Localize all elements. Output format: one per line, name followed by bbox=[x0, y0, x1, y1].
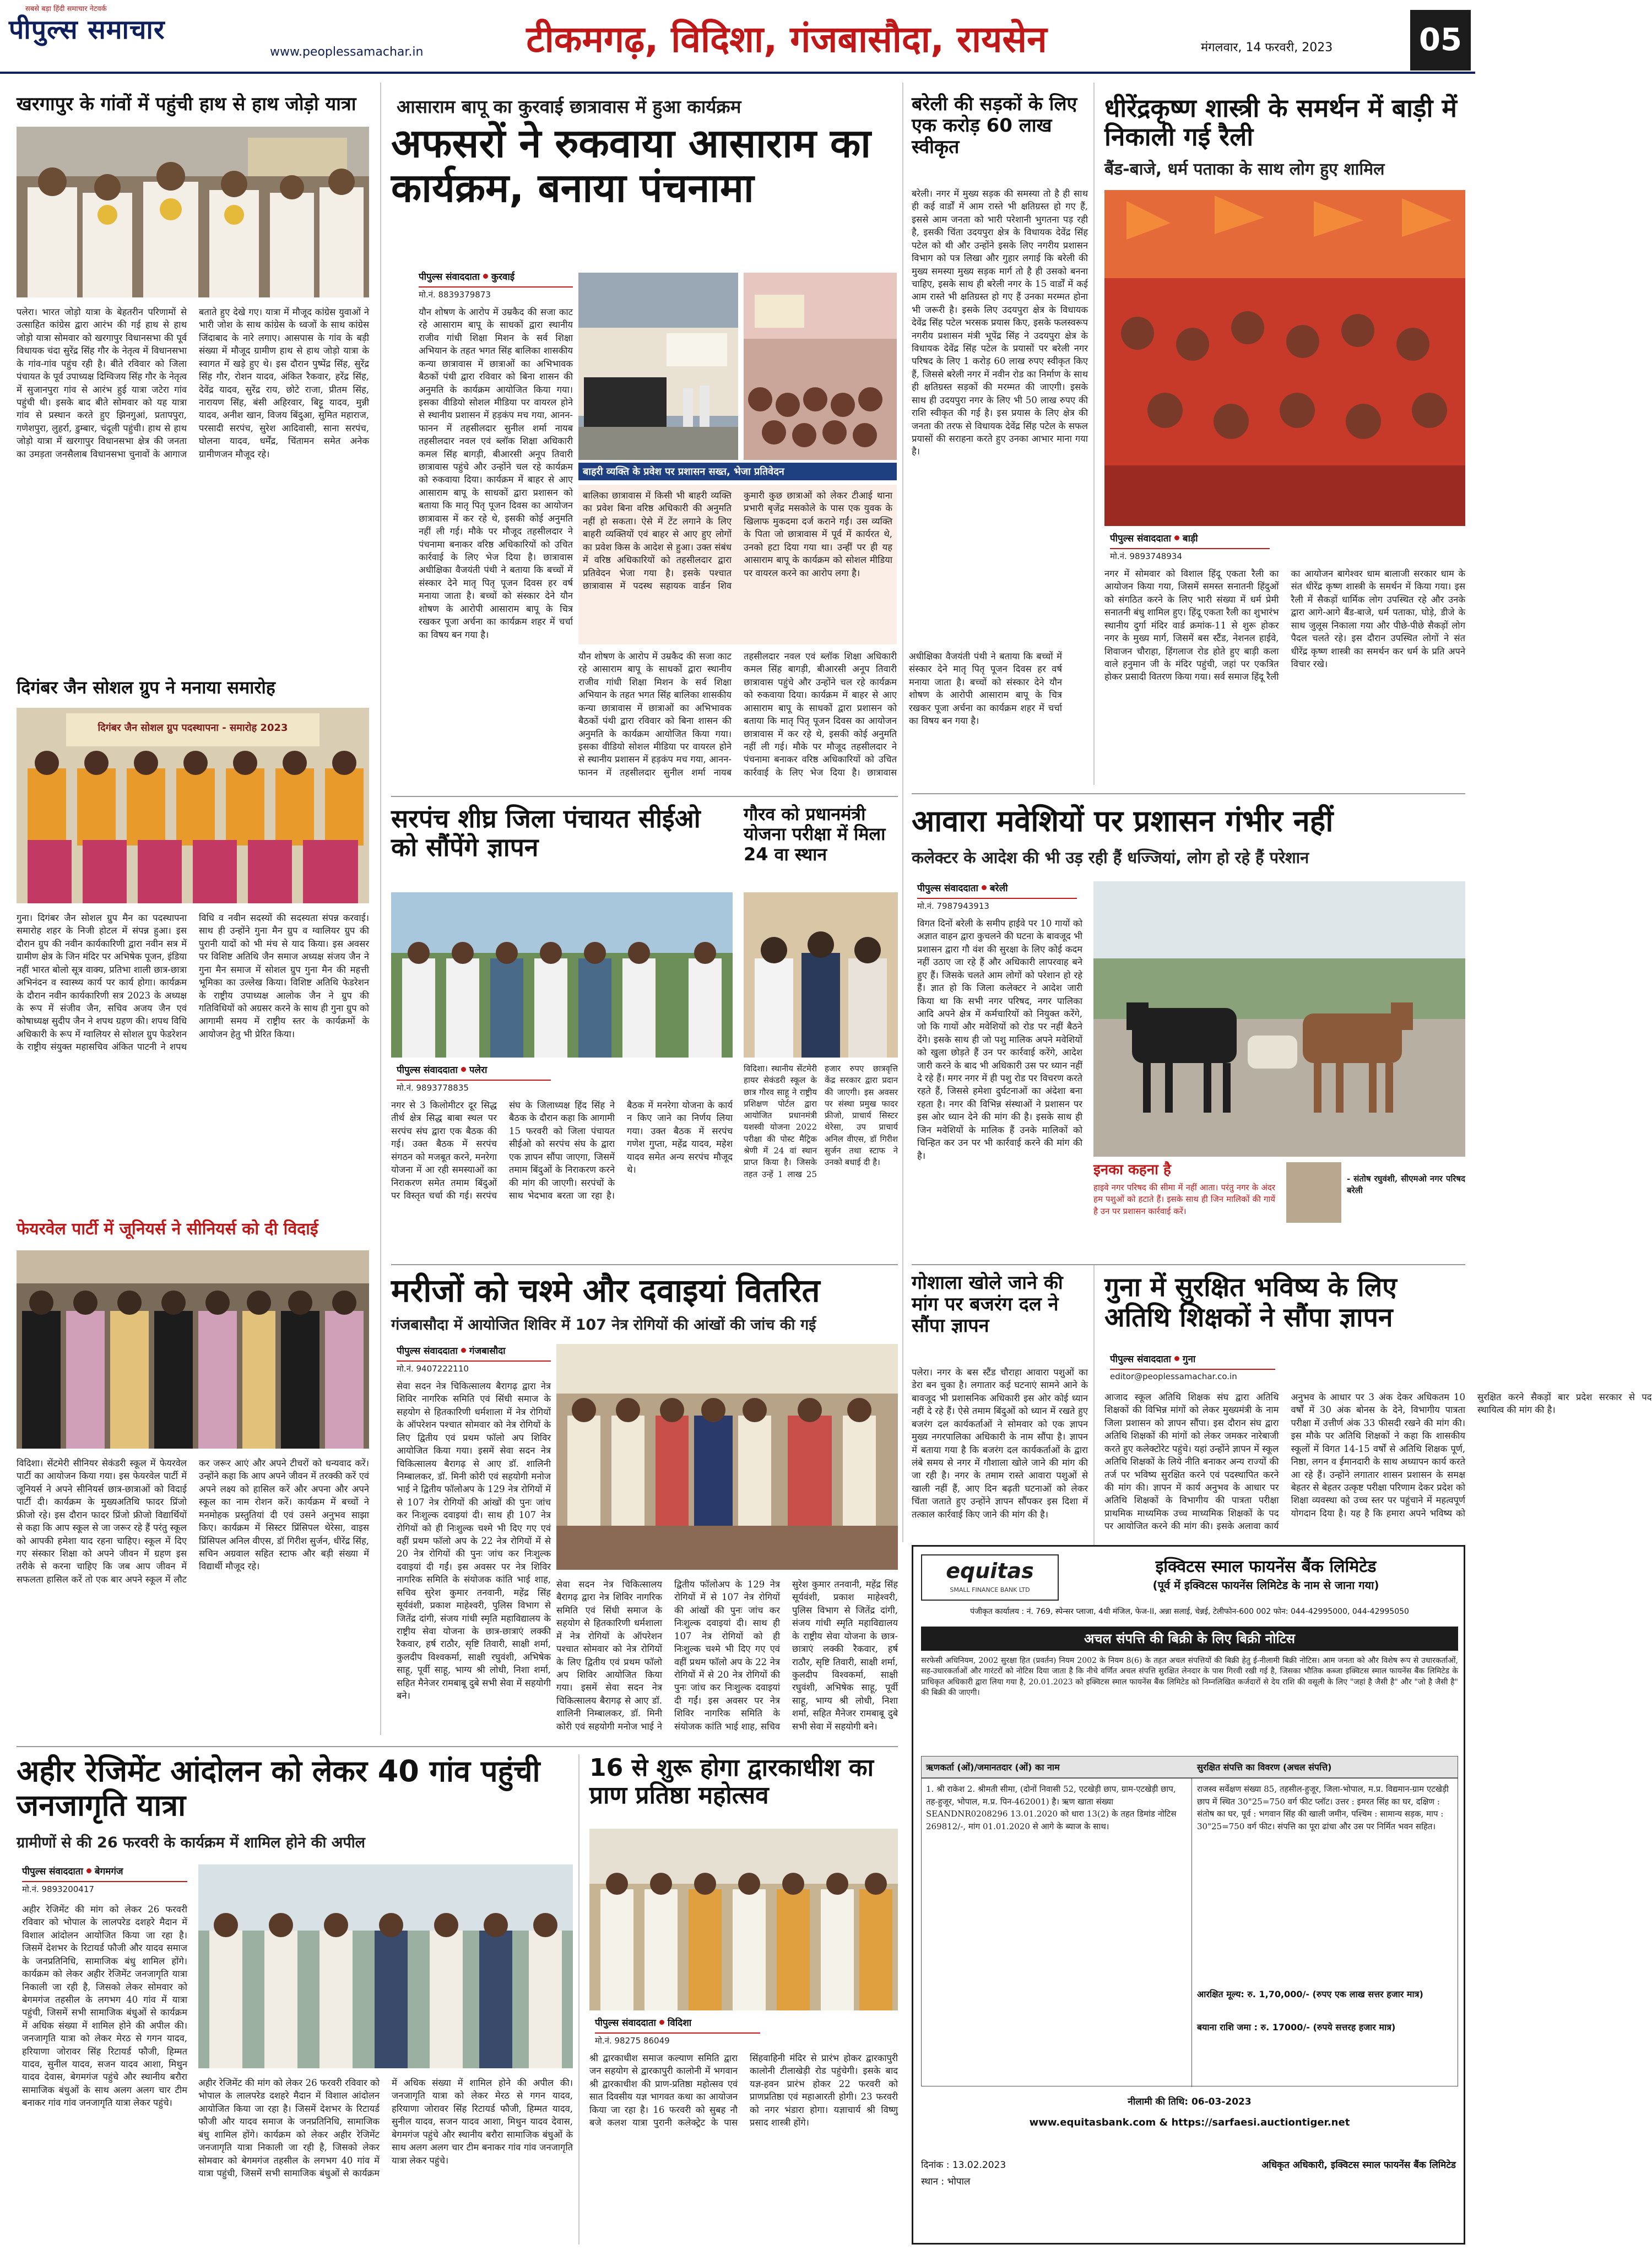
byline-place: कुरवाई bbox=[491, 272, 515, 283]
photo-placeholder-icon bbox=[1093, 881, 1465, 1157]
column-rule bbox=[578, 1754, 579, 2245]
byline-place: बाड़ी bbox=[1182, 533, 1198, 544]
cattle-mobile: मो.नं. 7987943913 bbox=[917, 898, 1077, 912]
ahir-body-cont: अहीर रेजिमेंट की मांग को लेकर 26 फरवरी रविवार को भोपाल के लालपरेड दशहरे मैदान में विशाल आंदोलन आयोजित किया जा रहा है। जिसमें देशभर के रिटायर्ड फौजी और यादव समाज के जनप्रतिनिधि, सामाजिक बंधु शामिल होंगे। कार्यक्रम को लेकर अहीर रेजिमेंट जनजागृति यात्रा निकाली जा रही है, जिसको लेकर सोमवार को बेगमगंज तहसील के लगभग 40 गांव में यात्रा पहुंची, जिसमें सभी सामाजिक बंधुओं से कार्यक्रम में अधिक संख्या में शामिल होने की अपील की। जनजागृति यात्रा को लेकर मेरठ से गगन यादव, हरियाणा जोरावर सिंह रिटायर्ड फौजी, हिम्मत यादव, सुनील यादव, सजन यादव आशा, मिथुन यादव देवास, बेगमगंज पहुंचे और स्थानीय बरौरा सामाजिक बंधुओं के साथ अलग अलग चार टीम बनाकर गांव गांव जनजागृति यात्रा लेकर पहुंचे। bbox=[198, 2078, 573, 2178]
page-number: 05 bbox=[1410, 10, 1471, 71]
column-rule bbox=[1093, 83, 1095, 785]
equitas-website[interactable]: www.equitasbank.com & https://sarfaesi.auctiontiger.net bbox=[1029, 2117, 1350, 2128]
byline-reporter: पीपुल्स संवाददाता bbox=[1110, 533, 1171, 544]
sarpanch-byline bbox=[397, 1063, 562, 1076]
gaushala-body: पलेरा। नगर के बस स्टैंड चौराहा आवारा पशुओं का डेरा बन चुका है। लगातार कई घटनाएं सामने आने के बावजूद भी प्रशासनिक अधिकारी इस ओर कोई ध्यान नहीं दे रहे हैं। ऐसे तमाम बिंदुओं को ध्यान में रखते हुए बजरंग दल कार्यकर्ताओं ने सोमवार को एक ज्ञापन मुख्य नगरपालिका अधिकारी के नाम सौंपा है। ज्ञापन में बताया गया है कि बजरंग दल कार्यकर्ताओं के द्वारा लंबे समय से नगर में गौशाला खोले जाने की मांग की जा रही है। नगर के तमाम रास्ते आवारा पशुओं से खाली नहीं हैं, आए दिन बढ़ती घटनाओं को लेकर चिंता जताते हुए उन्होंने ज्ञापन सौंपकर इस दिशा में तत्काल कार्रवाई किए जाने की मांग की है। bbox=[912, 1367, 1088, 1520]
equitas-place: स्थान : भोपाल bbox=[921, 2176, 971, 2187]
photo-placeholder-icon bbox=[391, 892, 733, 1058]
equitas-dated: दिनांक : 13.02.2023 bbox=[921, 2160, 1006, 2171]
story-divider bbox=[17, 1746, 898, 1747]
photo-placeholder-icon bbox=[17, 1250, 369, 1449]
equitas-reserve: आरक्षित मूल्य: रु. 1,70,000/- (रुपए एक लाख सत्तर हजार मात्र) bbox=[1197, 1989, 1423, 1999]
byline-reporter: पीपुल्स संवाददाता bbox=[397, 1346, 458, 1357]
cattle-quote-title: इनका कहना है bbox=[1093, 1162, 1171, 1178]
gaurav-photo bbox=[744, 892, 898, 1058]
equitas-table-divider bbox=[1191, 1779, 1192, 2087]
asaram-headline: अफसरों ने रुकवाया आसाराम का कार्यक्रम, बनाया पंचनामा bbox=[391, 120, 871, 211]
reporter-dot-icon bbox=[86, 1868, 91, 1873]
photo-placeholder-icon bbox=[556, 1344, 898, 1570]
byline-reporter: पीपुल्स संवाददाता bbox=[22, 1866, 83, 1877]
cattle-quote-by: - संतोष रघुवंशी, सीएमओ नगर परिषद बरेली bbox=[1347, 1174, 1465, 1196]
masthead-url[interactable]: www.peoplessamachar.in bbox=[270, 45, 424, 59]
bareli-body: बरेली। नगर में मुख्य सड़क की समस्या तो है ही साथ ही कई वार्डों में आम रास्ते भी क्षतिग्रस्त हो गए हैं, इससे आम जनता को भारी परेशानी भुगतना पड़ रही है, इसकी चिंता उदयपुरा क्षेत्र के विधायक देवेंद्र सिंह पटेल को थी और उन्होंने इसके लिए नगरीय प्रशासन विभाग को पत्र लिखा और गुहार लगाई कि बरेली की मुख्य समस्या मुख्य सड़क मार्ग तो है ही उसको बनना चाहिए, इसके साथ ही बरेली नगर के 15 वार्डों में कई आम रास्ते भी क्षतिग्रस्त हो गए हैं उनका मरम्मत होना भी जरूरी है। इसके लिए उदयपुरा क्षेत्र के विधायक देवेंद्र सिंह पटेल भरसक प्रयास किए, इसके फलस्वरूप नगरीय प्रशासन मंत्री भूपेंद्र सिंह ने उदयपुरा क्षेत्र के विधायक देवेंद्र सिंह पटेल के प्रयासों पर बरेली नगर परिषद के लिए 1 करोड़ 60 लाख रुपए स्वीकृत किए हैं, जिससे बरेली नगर में नवीन रोड का निर्माण के साथ ही क्षतिग्रस्त सड़कों की मरम्मत की जाएगी। इसके साथ ही उदयपुरा नगर के लिए भी 50 लाख रुपए की राशि स्वीकृत की गई है। इस प्रयास के लिए क्षेत्र की जनता की तरफ से विधायक देवेंद्र सिंह पटेल के सफल प्रयासों की सराहना करते हुए उनका आभार माना गया है। bbox=[912, 188, 1088, 457]
photo-placeholder-icon bbox=[589, 1829, 898, 2010]
cattle-photo bbox=[1093, 881, 1465, 1157]
equitas-sign: अधिकृत अधिकारी, इक्विटस स्माल फायनेंस बैंक लिमिटेड bbox=[1261, 2160, 1456, 2171]
teachers-mobile[interactable]: editor@peoplessamachar.co.in bbox=[1110, 1369, 1275, 1381]
eyecamp-byline bbox=[397, 1344, 562, 1357]
reporter-dot-icon bbox=[483, 274, 488, 279]
ahir-headline: अहीर रेजिमेंट आंदोलन को लेकर 40 गांव पहुंची जनजागृति यात्रा bbox=[17, 1754, 540, 1823]
dwarka-photo bbox=[589, 1829, 898, 2010]
sarpanch-body: नगर से 3 किलोमीटर दूर सिद्ध तीर्थ क्षेत्र सिद्ध बाबा स्थल पर सरपंच संघ द्वारा एक बैठक की गई। उक्त बैठक में सरपंच संगठन को मजबूत करने, मनरेगा योजना में आ रही समस्याओं का निराकरण समेत तमाम बिंदुओं पर विस्तृत चर्चा की गई। सरपंच संघ के जिलाध्यक्ष हिंद सिंह ने बैठक के दौरान कहा कि आगामी 15 फरवरी को जिला पंचायत सीईओ को सरपंच संघ के द्वारा एक ज्ञापन सौंपा जाएगा, जिसमें तमाम बिंदुओं के निराकरण करने की मांग की जाएगी। सरपंचों के साथ भेदभाव बरता जा रहा है। बैठक में मनरेगा योजना के कार्य न किए जाने का निर्णय लिया गया। उक्त बैठक में सरपंच गणेश गुप्ता, महेंद्र यादव, महेश यादव समेत अन्य सरपंच मौजूद थे। bbox=[391, 1100, 733, 1201]
asaram-photo-event bbox=[744, 273, 897, 460]
equitas-property: राजस्व सर्वेक्षण संख्या 85, तहसील-हुजूर, जिला-भोपाल, म.प्र. विद्यमान-ग्राम एटखेड़ी छाप में स्थित 30"25=750 वर्ग फीट प्लॉट। उत्तर : इमरत सिंह का घर, दक्षिण : संतोष का घर, पूर्व : भगवान सिंह की खाली जमीन, पश्चिम : सामान्य सड़क, माप : 30"25=750 वर्ग फीट। संपत्ति का पूरा ढांचा और उस पर निर्मित भवन सहित। bbox=[1197, 1784, 1449, 1831]
equitas-col-borrower: ऋणकर्ता (ओं)/जमानतदार (ओं) का नाम bbox=[926, 1762, 1060, 1772]
masthead-brand bbox=[0, 0, 424, 72]
byline-reporter: पीपुल्स संवाददाता bbox=[917, 883, 978, 894]
photo-placeholder-icon bbox=[744, 273, 897, 460]
dhirendra-photo bbox=[1104, 190, 1465, 526]
story-divider bbox=[912, 793, 1465, 794]
jain-headline: दिगंबर जैन सोशल ग्रुप ने मनाया समारोह bbox=[17, 677, 275, 698]
cattle-deck: कलेक्टर के आदेश की भी उड़ रही हैं धज्जियां, लोग हो रहे हैं परेशान bbox=[912, 848, 1309, 867]
asaram-byline bbox=[419, 270, 584, 283]
ahir-body-col1: अहीर रेजिमेंट की मांग को लेकर 26 फरवरी रविवार को भोपाल के लालपरेड दशहरे मैदान में विशाल आंदोलन आयोजित किया जा रहा है। जिसमें देशभर के रिटायर्ड फौजी और यादव समाज के जनप्रतिनिधि, सामाजिक बंधु शामिल होंगे। कार्यक्रम को लेकर अहीर रेजिमेंट जनजागृति यात्रा निकाली जा रही है, जिसको लेकर सोमवार को बेगमगंज तहसील के लगभग 40 गांव में यात्रा पहुंची, जिसमें सभी सामाजिक बंधुओं से कार्यक्रम में अधिक संख्या में शामिल होने की अपील की। जनजागृति यात्रा को लेकर मेरठ से गगन यादव, हरियाणा जोरावर सिंह रिटायर्ड फौजी, हिम्मत यादव, सुनील यादव, सजन यादव आशा, मिथुन यादव देवास, बेगमगंज पहुंचे और स्थानीय बरौरा सामाजिक बंधुओं के साथ अलग अलग चार टीम बनाकर गांव गांव जनजागृति यात्रा लेकर पहुंचे। bbox=[22, 1904, 187, 2108]
equitas-ad bbox=[912, 1545, 1465, 2245]
gaurav-headline: गौरव को प्रधानमंत्री योजना परीक्षा में मिला 24 वा स्थान bbox=[744, 804, 886, 865]
byline-reporter: पीपुल्स संवाददाता bbox=[595, 2018, 656, 2029]
dhirendra-deck: बैंड-बाजे, धर्म पताका के साथ लोग हुए शामिल bbox=[1104, 160, 1385, 179]
dhirendra-byline bbox=[1110, 532, 1275, 544]
dwarka-headline: 16 से शुरू होगा द्वारकाधीश का प्राण प्रतिष्ठा महोत्सव bbox=[589, 1754, 874, 1810]
equitas-borrower: 1. श्री राकेश 2. श्रीमती सीमा, (दोनों निवासी 52, एटखेड़ी छाप, ग्राम-एटखेड़ी छाप, तह-हुजूर, भोपाल, म.प्र. पिन-462001) है। ऋण खाता संख्या SEANDNR0208296 13.01.2020 को धारा 13(2) के तहत डिमांड नोटिस 269812/-, मांग 01.01.2020 से आगे के ब्याज के साथ। bbox=[926, 1784, 1177, 1831]
reporter-dot-icon bbox=[461, 1348, 466, 1353]
asaram-body-cont: यौन शोषण के आरोप में उम्रकैद की सजा काट रहे आसाराम बापू के साधकों द्वारा स्थानीय राजीव गांधी शिक्षा मिशन के सर्व शिक्षा अभियान के तहत भगत सिंह बालिका शासकीय कन्या छात्रावास में छात्राओं का अभिभावक बैठकों पंथी द्वारा रविवार को बिना शासन की अनुमति के कार्यक्रम आयोजित किया गया। इसका वीडियो सोशल मीडिया पर वायरल होने से स्थानीय प्रशासन में हड़कंप मच गया, आनन-फानन में तहसीलदार सुनील शर्मा नायब तहसीलदार नवल एवं ब्लॉक शिक्षा अधिकारी कमल सिंह बागड़ी, बीआरसी अनूप तिवारी छात्रावास पहुंचे और उन्होंने चल रहे कार्यक्रम को रुकवाया दिया। कार्यक्रम में बाहर से आए आसाराम बापू के साधकों द्वारा प्रशासन को बताया कि मातृ पितृ पूजन दिवस का आयोजन छात्रावास में कर रहे थे, इसकी कोई अनुमति नहीं ली गई। मौके पर मौजूद तहसीलदार ने पंचनामा बनाकर वरिष्ठ अधिकारियों को उचित कार्रवाई के लिए भेज दिया है। छात्रावास अधीक्षिका वैजयंती पंथी ने बताया कि बच्चों में संस्कार देने मातृ पितृ पूजन दिवस हर वर्ष मनाया जाता है। बच्चों को संस्कार देने यौन शोषण के आरोपी आसाराम बापू के चित्र रखकर पूजा अर्चना का कार्यक्रम शहर में चर्चा का विषय बन गया है। bbox=[578, 651, 1062, 778]
photo-placeholder-icon bbox=[1104, 190, 1465, 526]
cattle-quote-portrait bbox=[1286, 1162, 1341, 1223]
photo-placeholder-icon bbox=[578, 273, 738, 460]
equitas-logo-sub: SMALL FINANCE BANK LTD bbox=[950, 1586, 1030, 1593]
reporter-dot-icon bbox=[461, 1067, 466, 1072]
masthead-logo: पीपुल्स समाचार bbox=[9, 14, 165, 45]
farewell-body: विदिशा। सेंटमेरी सीनियर सेकंडरी स्कूल में फेयरवेल पार्टी का आयोजन किया गया। इस फेयरवेल पार्टी में जूनियर्स ने अपने सीनियर्स छात्र-छात्राओं को विदाई पार्टी दी। कार्यक्रम के मुख्यअतिथि फादर प्रिंजो फ्रीजो रहे। इस दौरान फादर प्रिंजो फ्रीजो विद्यार्थियों से कहा कि आप स्कूल से जा जरूर रहे हैं परंतु स्कूल को आपकी हमेशा याद रहना चाहिए। स्कूल में दिए गए संस्कार शिक्षा को अपने जीवन में ग्रहण इस तरीके से करना चाहिए कि जब आप जीवन में सफलता हासिल करें तो एक बार अपने स्कूल में लौट कर जरूर आएं और अपने टीचरों को धन्यवाद करें। उन्होंने कहा कि आप अपने जीवन में तरक्की करें एवं अपने लक्ष्य को हासिल करें और अपना और अपने स्कूल का नाम रोशन करें। कार्यक्रम में बच्चों ने मनमोहक प्रस्तुतियां दी एवं उसने अनुभव साझा किए। कार्यक्रम में सिस्टर प्रिंसिपल थेरेसा, वाइस प्रिंसिपल अनिल वीएस, डॉ गिरीश सुर्जन, धीरेंद्र सिंह, सचिन अग्रवाल सहित स्टाफ और बड़ी संख्या में विद्यार्थी मौजूद रहे। bbox=[17, 1458, 369, 1585]
byline-place: बरेली bbox=[989, 883, 1008, 894]
cattle-quote-text: हाइवे नगर परिषद की सीमा में नहीं आता। परंतु नगर के अंदर हम पशुओं को हटाते हैं। इसके साथ ही जिन मालिकों की गायें है उन पर प्रशासन कार्रवाई करें। bbox=[1093, 1183, 1275, 1216]
eyecamp-deck: गंजबासौदा में आयोजित शिविर में 107 नेत्र रोगियों की आंखों की जांच की गई bbox=[391, 1316, 816, 1334]
equitas-logo-text: equitas bbox=[946, 1559, 1034, 1583]
dwarka-mobile: मो.नं. 98275 86049 bbox=[595, 2032, 760, 2046]
teachers-byline bbox=[1110, 1352, 1275, 1365]
cattle-quote-box bbox=[1093, 1162, 1465, 1259]
ahir-byline bbox=[22, 1864, 187, 1877]
byline-place: पलेरा bbox=[469, 1065, 488, 1076]
ahir-mobile: मो.नं. 9893200417 bbox=[22, 1881, 187, 1895]
eyecamp-mobile: मो.नं. 9407222110 bbox=[397, 1360, 551, 1374]
kharagpur-body: पलेरा। भारत जोड़ो यात्रा के बेहतरीन परिणामों से उत्साहित कांग्रेस द्वारा आरंभ की गई हाथ से हाथ जोड़ो यात्रा सोमवार को खरगापुर विधानसभा की पूर्व विधायक चंदा सुरेंद्र सिंह गौर के नेतृत्व में विधानसभा के गांव-गांव पहुंच रही है। बीते रविवार को जिला पंचायत के पूर्व उपाध्यक्ष दिग्विजय सिंह गौर के नेतृत्व में सुजानपुरा गांव से आरंभ हुई यात्रा जटेरा गांव पहुंची थी। इसके बाद बीते सोमवार को यह यात्रा गांव से प्रस्थान करते हुए झिनगुआं, प्रतापपुरा, गणेशपुरा, लुहर्रा, डुम्बार, चंदूली पहुंची। हाथ से हाथ जोड़ो यात्रा में खरगापुर विधानसभा क्षेत्र की जनता का उमड़ता जनसैलाब विधानसभा चुनावों के आगाज बताते हुए देखे गए। यात्रा में मौजूद कांग्रेस युवाओं ने भारी जोश के साथ कांग्रेस के ध्वजों के साथ कांग्रेस जिंदाबाद के नारे लगाए। आसपास के गांव के बड़ी संख्या में मौजूद ग्रामीण हाथ से हाथ जोड़ो यात्रा के स्वागत में खड़े हुए थे। इस दौरान पुष्पेंद्र सिंह, सुरेंद्र सिंह गौर, रोशन यादव, अंकित रैकवार, हरेंद्र सिंह, देवेंद्र यादव, सुरेंद्र राय, छोटे राजा, प्रीतम सिंह, नारायण सिंह, बंसी अहिरवार, बिट्टू यादव, मुन्नी यादव, अनीश खान, विजय बिंदुआ, सुमित महाराज, परसादी सरपंच, सुरेश आदिवासी, साना सरपंच, घोलना यादव, धर्मेंद्र, चिंतामन समेत अनेक ग्रामीणजन मौजूद रहे। bbox=[17, 307, 369, 459]
ahir-photo bbox=[198, 1864, 573, 2068]
byline-reporter: पीपुल्स संवाददाता bbox=[419, 272, 480, 283]
byline-place: विदिशा bbox=[667, 2018, 692, 2029]
asaram-body-col1: यौन शोषण के आरोप में उम्रकैद की सजा काट रहे आसाराम बापू के साधकों द्वारा स्थानीय राजीव गांधी शिक्षा मिशन के सर्व शिक्षा अभियान के तहत भगत सिंह बालिका शासकीय कन्या छात्रावास में छात्राओं का अभिभावक बैठकों पंथी द्वारा रविवार को बिना शासन की अनुमति के कार्यक्रम आयोजित किया गया। इसका वीडियो सोशल मीडिया पर वायरल होने से स्थानीय प्रशासन में हड़कंप मच गया, आनन-फानन में तहसीलदार सुनील शर्मा नायब तहसीलदार नवल एवं ब्लॉक शिक्षा अधिकारी कमल सिंह बागड़ी, बीआरसी अनूप तिवारी छात्रावास पहुंचे और उन्होंने चल रहे कार्यक्रम को रुकवाया दिया। कार्यक्रम में बाहर से आए आसाराम बापू के साधकों द्वारा प्रशासन को बताया कि मातृ पितृ पूजन दिवस का आयोजन छात्रावास में कर रहे थे, इसकी कोई अनुमति नहीं ली गई। मौके पर मौजूद तहसीलदार ने पंचनामा बनाकर वरिष्ठ अधिकारियों को उचित कार्रवाई के लिए भेज दिया है। छात्रावास अधीक्षिका वैजयंती पंथी ने बताया कि बच्चों में संस्कार देने मातृ पितृ पूजन दिवस हर वर्ष मनाया जाता है। बच्चों को संस्कार देने यौन शोषण के आरोपी आसाराम बापू के चित्र रखकर पूजा अर्चना का कार्यक्रम शहर में चर्चा का विषय बन गया है। bbox=[419, 307, 573, 640]
equitas-table-header bbox=[921, 1756, 1458, 1778]
bareli-headline: बरेली की सड़कों के लिए एक करोड़ 60 लाख स्वीकृत bbox=[912, 93, 1077, 158]
asaram-photo-hostel bbox=[578, 273, 738, 460]
teachers-body: आजाद स्कूल अतिथि शिक्षक संघ द्वारा अतिथि शिक्षकों की विभिन्न मांगों को लेकर मुख्यमंत्री के नाम जिला प्रशासन को ज्ञापन सौंपा। इस दौरान संघ द्वारा अतिथि शिक्षकों की मांगों को लेकर जमकर नारेबाजी करते हुए कलेक्टोरेट पहुंचे। यहां उन्होंने ज्ञापन में स्कूल अतिथि शिक्षकों के लिये नीति बनाकर अन्य राज्यों की तर्ज पर भविष्य सुरक्षित करने एवं पदस्थापित करने की मांग की। ज्ञापन में कार्य अनुभव के आधार पर अतिथि शिक्षकों के विभागीय की पात्रता परीक्षा प्राथमिक माध्यमिक उच्च माध्यमिक शिक्षकों के पद पर आयोजित करने की मांग की। इसके अलावा कार्य अनुभव के आधार पर 3 अंक देकर अधिकतम 10 वर्षों में 30 अंक बोनस के देने, विभागीय पात्रता परीक्षा में उत्तीर्ण अंक 33 फीसदी रखने की मांग की। इस मौके पर अतिथि शिक्षकों ने कहा कि शासकीय स्कूलों में विगत 14-15 वर्षों से अतिथि शिक्षक पूर्ण, निष्ठा, लगन व ईमानदारी के साथ अध्यापन कार्य करते आ रहे हैं। उन्होंने लगातार शासन प्रशासन के समक्ष बेहतर से बेहतर उत्कृष्ट परीक्षा परिणाम देकर प्रदेश को शिक्षा व्यवस्था को उच्च स्तर पर पहुंचाने में महत्वपूर्ण योगदान दिया है। यह है कि हमारा अपने भविष्य को सुरक्षित करने सैकड़ों बार प्रदेश सरकार से पद स्थायित्व की मांग की है। bbox=[1104, 1392, 1652, 1532]
equitas-logo bbox=[921, 1554, 1059, 1601]
cattle-headline: आवारा मवेशियों पर प्रशासन गंभीर नहीं bbox=[912, 804, 1334, 838]
photo-placeholder-icon bbox=[17, 127, 369, 297]
cattle-byline bbox=[917, 881, 1082, 894]
eyecamp-headline: मरीजों को चश्मे और दवाइयां वितरित bbox=[391, 1272, 820, 1309]
byline-place: बेगमगंज bbox=[94, 1866, 123, 1877]
dhirendra-mobile: मो.नं. 9893748934 bbox=[1110, 548, 1270, 562]
kharagpur-photo bbox=[17, 127, 369, 297]
dhirendra-headline: धीरेंद्रकृष्ण शास्त्री के समर्थन में बाड़ी में निकाली गई रैली bbox=[1104, 93, 1457, 152]
reporter-dot-icon bbox=[1174, 1356, 1179, 1361]
story-divider bbox=[391, 796, 898, 797]
jain-photo bbox=[17, 708, 369, 903]
photo-placeholder-icon bbox=[17, 708, 369, 903]
byline-reporter: पीपुल्स संवाददाता bbox=[1110, 1354, 1171, 1365]
asaram-caption: बाहरी व्यक्ति के प्रवेश पर प्रशासन सख्त, भेजा प्रतिवेदन bbox=[578, 463, 897, 480]
dwarka-body: श्री द्वारकाधीश समाज कल्याण समिति द्वारा जन सहयोग से द्वारकापुरी कालोनी में भगवान श्री द्वारकाधीश की प्राण-प्रतिष्ठा महोत्सव एवं सात दिवसीय यज्ञ भागवत कथा का आयोजन किया जा रहा है। 16 फरवरी को सुबह नौ बजे कलश यात्रा पुरानी कलेक्ट्रेट के पास सिंहवाहिनी मंदिर से प्रारंभ होकर द्वारकापुरी कालोनी टीलाखेड़ी रोड पहुंचेगी। इसके बाद यज्ञ-हवन प्रारंभ होकर 22 फरवरी को प्राणप्रतिष्ठा एवं महाआरती होगी। 23 फरवरी को नगर भंडारा होगा। यज्ञाचार्य श्री विष्णु प्रसाद शास्त्री होंगे। bbox=[589, 2053, 898, 2128]
asaram-mobile: मो.नं. 8839379873 bbox=[419, 286, 573, 300]
equitas-notice-title: अचल संपत्ति की बिक्री के लिए बिक्री नोटिस bbox=[921, 1627, 1458, 1651]
photo-placeholder-icon bbox=[744, 892, 898, 1058]
asaram-sidebox: बालिका छात्रावास में किसी भी बाहरी व्यक्ति का प्रवेश बिना वरिष्ठ अधिकारी की अनुमति नहीं हो सकता। ऐसे में टेंट लगाने के लिए बाहरी व्यक्तियों एवं बाहर से आए हुए लोगों का प्रवेश किस के आदेश से हुआ। उक्त संबंध में वरिष्ठ अधिकारियों को तहसीलदार द्वारा प्रतिवेदन भेजा गया है। इसके पश्चात छात्रावास में पदस्थ सहायक वार्डन शिव कुमारी कुछ छात्राओं को लेकर टीआई थाना प्रभारी बृजेंद्र मसकोले के पास एक युवक के खिलाफ मुकदमा दर्ज कराने गईं। उस व्यक्ति के पिता जो छात्रावास में पूर्व में कार्यरत थे, उनको हटा दिया गया था। उन्हीं पर ही यह आसाराम बापू के कार्यक्रम को सोशल मीडिया पर वायरल करने का आरोप लगा है। bbox=[578, 485, 897, 644]
section-banner bbox=[409, 13, 1164, 66]
dhirendra-body: नगर में सोमवार को विशाल हिंदू एकता रैली का आयोजन किया गया, जिसमें समस्त सनातनी हिंदुओं को संगठित करने के लिए भारी संख्या में धर्म प्रेमी सनातनी बंधु शामिल हुए। हिंदू एकता रैली का शुभारंभ स्थानीय दुर्गा मंदिर वार्ड क्रमांक-11 से शुरू होकर नगर के मुख्य मार्ग, जिसमें बस स्टैंड, नेशनल हाईवे, शिवाजन चौराहा, हिंगलाज रोड होते हुए बाड़ी कला वाले हनुमान जी के मंदिर पहुंची, जहां पर एकत्रित होकर प्रसादी वितरण किया गया। सर्व समाज हिंदू रैली का आयोजन बागेश्वर धाम बालाजी सरकार धाम के संत धीरेंद्र कृष्ण शास्त्री के समर्थन में किया गया। इस रैली में सैकड़ों धार्मिक लोग उपस्थित रहे और उनके द्वारा आगे-आगे बैंड-बाजे, धर्म पताका, घोड़े, डीजे के साथ जुलूस निकाला गया और पीछे-पीछे सैकड़ों लोग पैदल चलते रहे। इस दौरान उपस्थित लोगों ने संत धीरेंद्र कृष्ण शास्त्री का समर्थन कर धर्म के प्रति अपने विचार रखे। bbox=[1104, 568, 1465, 682]
sarpanch-headline: सरपंच शीघ्र जिला पंचायत सीईओ को सौंपेंगे ज्ञापन bbox=[391, 804, 701, 863]
masthead-rule bbox=[0, 72, 1475, 74]
issue-date: मंगलवार, 14 फरवरी, 2023 bbox=[1201, 41, 1333, 55]
column-rule bbox=[902, 83, 903, 1542]
kharagpur-headline: खरगापुर के गांवों में पहुंची हाथ से हाथ जोड़ो यात्रा bbox=[17, 93, 356, 115]
reporter-dot-icon bbox=[659, 2020, 664, 2025]
equitas-col-property: सुरक्षित संपत्ति का विवरण (अचल संपत्ति) bbox=[1197, 1762, 1332, 1772]
reporter-dot-icon bbox=[1174, 535, 1179, 540]
gaushala-headline: गोशाला खोले जाने की मांग पर बजरंग दल ने सौंपा ज्ञापन bbox=[912, 1272, 1063, 1337]
equitas-table-row bbox=[921, 1778, 1458, 2086]
dwarka-byline bbox=[595, 2016, 760, 2029]
sarpanch-mobile: मो.नं. 9893778835 bbox=[397, 1080, 551, 1093]
byline-place: गुना bbox=[1182, 1354, 1196, 1365]
section-title: टीकमगढ़, विदिशा, गंजबासौदा, रायसेन bbox=[526, 18, 1047, 61]
reporter-dot-icon bbox=[982, 885, 987, 890]
equitas-notice-text: सरफेसी अधिनियम, 2002 सुरक्षा हित (प्रवर्तन) नियम 2002 के नियम 8(6) के तहत अचल संपत्तियों की बिक्री हेतु ई-नीलामी बिक्री नोटिस। आम जनता को और विशेष रूप से उधारकर्ताओं, सह-उधारकर्ताओं और गारंटरों को नोटिस दिया जाता है कि नीचे वर्णित अचल संपत्ति सुरक्षित लेनदार के पास गिरवी रखी गई है, जिसका भौतिक कब्जा इक्विटस स्माल फायनेंस बैंक लिमिटेड के प्राधिकृत अधिकारी द्वारा लिया गया है, 20.01.2023 को इक्विटस स्माल फायनेंस बैंक लिमिटेड को निम्नलिखित कर्जदारों से देय राशि की वसूली के लिए "जहां है जैसी है" और "जो है जैसी है" की बिक्री की जाएगी। bbox=[921, 1656, 1458, 1697]
eyecamp-body-cont: सेवा सदन नेत्र चिकित्सालय बैरागढ़ द्वारा नेत्र शिविर नागरिक समिति एवं सिंधी समाज के सहयोग से हितकारिणी धर्मशाला में नेत्र रोगियों के ऑपरेशन पश्चात सोमवार को नेत्र रोगियों के लिए द्वितीय एवं प्रथम फाॅलो अप शिविर आयोजित किया गया। इसमें सेवा सदन नेत्र चिकित्सालय बैरागढ़ से आए डॉ. शालिनी निम्बालकर, डॉ. मिनी कोरी एवं सहयोगी मनोज भाई ने द्वितीय फॉलोअप के 129 नेत्र रोगियों में से 107 नेत्र रोगियों की आंखों की पुनः जांच कर निःशुल्क दवाइयां दी। साथ ही 107 नेत्र रोगियों को ही निःशुल्क चश्मे भी दिए गए एवं वहीं प्रथम फाॅलो अप के 22 नेत्र रोगियों में से 20 नेत्र रोगियों की पुनः जांच कर निःशुल्क दवाइयां दी गईं। इस अवसर पर नेत्र शिविर नागरिक समिति के संयोजक कांति भाई शाह, सचिव सुरेश कुमार तनवानी, महेंद्र सिंह सूर्यवंशी, प्रकाश माहेश्वरी, पुलिस विभाग से जितेंद्र दांगी, संजय गांधी स्मृति महाविद्यालय के राष्ट्रीय सेवा योजना के छात्र-छात्राएं लक्की रैकवार, हर्ष राठौर, सृष्टि तिवारी, साक्षी शर्मा, कुलदीप विश्वकर्मा, साक्षी रघुवंशी, अभिषेक साहू, पूर्वी साहू, भाग्य श्री लोधी, निशा शर्मा, सहित मैनेजर रामबाबू दुबे सभी सेवा में सहयोगी बने। bbox=[556, 1579, 898, 1732]
equitas-emd: बयाना राशि जमा : रु. 17000/- (रुपये सत्तरह हजार मात्र) bbox=[1197, 2022, 1396, 2032]
equitas-auction-date: नीलामी की तिथि: 06-03-2023 bbox=[1128, 2096, 1252, 2107]
farewell-headline: फेयरवेल पार्टी में जूनियर्स ने सीनियर्स को दी विदाई bbox=[17, 1219, 318, 1239]
jain-body: गुना। दिगंबर जैन सोशल ग्रुप मैन का पदस्थापना समारोह शहर के निजी होटल में संपन्न हुआ। इस दौरान ग्रुप की नवीन कार्यकारिणी द्वारा नवीन सत्र में ग्रामीण क्षेत्र के जिन मंदिर पर अभिषेक पूजन, इंडिया नहीं भारत बोलो सूत्र वाक्य, प्रतिभा शाली छात्र-छात्रा अभिनंदन व स्वास्थ्य कार्य पर कार्य होगा। कार्यक्रम के दौरान नवीन कार्यकारिणी सत्र 2023 के अध्यक्ष के रूप में संजीव जैन, सचिव अजय जैन एवं कोषाध्यक्ष सुदीप जैन ने शपथ ग्रहण की। शपथ विधि अधिकारी के रूप में ग्वालियर से सोशल ग्रुप फेडरेशन के राष्ट्रीय संयुक्त महासचिव अंकित पाटनी ने शपथ विधि व नवीन सदस्यों की सदस्यता संपन्न करवाई। साथ ही उन्होंने गुना मैन ग्रुप व ग्वालियर ग्रुप की पुरानी यादों को भी मंच से याद किया। इस अवसर पर विशिष्ट अतिथि जैन समाज अध्यक्ष संजय जैन ने गुना मैन समाज में सोशल ग्रुप गुना मैन की महत्ती भूमिका का उल्लेख किया। विशिष्ट अतिथि फेडरेशन के राष्ट्रीय उपाध्यक्ष आलोक जैन ने ग्रुप की गतिविधियों को अग्रसर करने के साथ ही गुना ग्रुप को आगामी समय में राष्ट्रीय स्तर के कार्यक्रमों के आयोजन हेतु भी प्रेरित किया। bbox=[17, 913, 369, 1053]
byline-place: गंजबासौदा bbox=[469, 1346, 506, 1357]
teachers-headline: गुना में सुरक्षित भविष्य के लिए अतिथि शिक्षकों ने सौंपा ज्ञापन bbox=[1104, 1272, 1397, 1333]
ahir-deck: ग्रामीणों से की 26 फरवरी के कार्यक्रम में शामिल होने की अपील bbox=[17, 1834, 365, 1851]
masthead-tagline: सबसे बड़ा हिंदी समाचार नेटवर्क bbox=[25, 5, 107, 13]
equitas-reg-office: पंजीकृत कार्यालय : नं. 769, स्पेन्सर प्लाजा, 4थी मंजिल, फेज-II, अन्ना सलाई, चेन्नई, टेलीफोन-600 002 फोन: 044-42995000, 044-42995050 bbox=[970, 1607, 1409, 1616]
story-divider bbox=[912, 1264, 1465, 1265]
byline-reporter: पीपुल्स संवाददाता bbox=[397, 1065, 458, 1076]
gaurav-body: विदिशा। स्थानीय सेंटमेरी हायर सेकंडरी स्कूल के छात्र गौरव साहू ने राष्ट्रीय प्रशिक्षण पोर्टल द्वारा आयोजित प्रधानमंत्री यशस्वी योजना 2022 परीक्षा की पोस्ट मैट्रिक श्रेणी में 24 वां स्थान प्राप्त किया है। जिसके तहत उन्हें 1 लाख 25 हजार रुपए छात्रवृत्ति केंद्र सरकार द्वारा प्रदान की जाएगी। इस अवसर पर संस्था प्रमुख फादर फ्रीजो, प्राचार्य सिस्टर थेरेसा, उप प्राचार्य अनिल वीएस, डॉ गिरीश सुर्जन तथा स्टाफ ने उनको बधाई दी है। bbox=[744, 1064, 898, 1179]
farewell-photo bbox=[17, 1250, 369, 1449]
asaram-kicker: आसाराम बापू का कुरवाई छात्रावास में हुआ कार्यक्रम bbox=[397, 96, 741, 117]
eyecamp-body-col1: सेवा सदन नेत्र चिकित्सालय बैरागढ़ द्वारा नेत्र शिविर नागरिक समिति एवं सिंधी समाज के सहयोग से हितकारिणी धर्मशाला में नेत्र रोगियों के ऑपरेशन पश्चात सोमवार को नेत्र रोगियों के लिए द्वितीय एवं प्रथम फाॅलो अप शिविर आयोजित किया गया। इसमें सेवा सदन नेत्र चिकित्सालय बैरागढ़ से आए डॉ. शालिनी निम्बालकर, डॉ. मिनी कोरी एवं सहयोगी मनोज भाई ने द्वितीय फॉलोअप के 129 नेत्र रोगियों में से 107 नेत्र रोगियों की आंखों की पुनः जांच कर निःशुल्क दवाइयां दी। साथ ही 107 नेत्र रोगियों को ही निःशुल्क चश्मे भी दिए गए एवं वहीं प्रथम फाॅलो अप के 22 नेत्र रोगियों में से 20 नेत्र रोगियों की पुनः जांच कर निःशुल्क दवाइयां दी गईं। इस अवसर पर नेत्र शिविर नागरिक समिति के संयोजक कांति भाई शाह, सचिव सुरेश कुमार तनवानी, महेंद्र सिंह सूर्यवंशी, प्रकाश माहेश्वरी, पुलिस विभाग से जितेंद्र दांगी, संजय गांधी स्मृति महाविद्यालय के राष्ट्रीय सेवा योजना के छात्र-छात्राएं लक्की रैकवार, हर्ष राठौर, सृष्टि तिवारी, साक्षी शर्मा, कुलदीप विश्वकर्मा, साक्षी रघुवंशी, अभिषेक साहू, पूर्वी साहू, भाग्य श्री लोधी, निशा शर्मा, सहित मैनेजर रामबाबू दुबे सभी सेवा में सहयोगी बने। bbox=[397, 1381, 551, 1701]
column-rule bbox=[380, 83, 381, 1735]
eyecamp-photo bbox=[556, 1344, 898, 1570]
equitas-bank-sub: (पूर्व में इक्विटस फायनेंस लिमिटेड के नाम से जाना गया) bbox=[1152, 1579, 1379, 1592]
jain-banner: दिगंबर जैन सोशल ग्रुप पदस्थापना - समारोह 2023 bbox=[98, 722, 288, 734]
sarpanch-photo bbox=[391, 892, 733, 1058]
story-divider bbox=[391, 1264, 898, 1265]
photo-placeholder-icon bbox=[198, 1864, 573, 2068]
equitas-bank-name: इक्विटस स्माल फायनेंस बैंक लिमिटेड bbox=[1155, 1557, 1377, 1576]
cattle-body: विगत दिनों बरेली के समीप हाईवे पर 10 गायों को अज्ञात वाहन द्वारा कुचलने की घटना के बावजूद भी प्रशासन द्वारा गौ वंश की सुरक्षा के लिए कोई कदम नहीं उठाए जा रहे हैं और अधिकारी लापरवाह बने हुए हैं। जिसके चलते आम लोगों को परेशान हो रहे हैं। ज्ञात हो कि जिला कलेक्टर ने आदेश जारी किया था कि सभी नगर परिषद, नगर पालिका आदि अपने क्षेत्र में कर्मचारियों को नियुक्त करेंगे, जो कि गायों और मवेशियों को रोड पर नहीं बैठने देंगे। इसके साथ ही जो पशु मालिक अपने मवेशियों को खुला छोड़ते हैं उन पर कार्रवाई करेंगे, आदेश जारी करने के बाद भी अधिकारी उस पर ध्यान नहीं दे रहे हैं। मगर नगर में ही पशु रोड पर विचरण करते रहते हैं, जिससे हमेशा दुर्घटनाओं का अंदेशा बना रहता है। नगर की विभिन्न संस्थाओं ने प्रशासन पर इस ओर ध्यान देने की मांग की है। इसके साथ ही जिन मवेशियों के मालिक हैं उनके मालिकों को चिन्हित कर उन पर भी कार्रवाई करने की मांग की है। bbox=[917, 918, 1082, 1161]
